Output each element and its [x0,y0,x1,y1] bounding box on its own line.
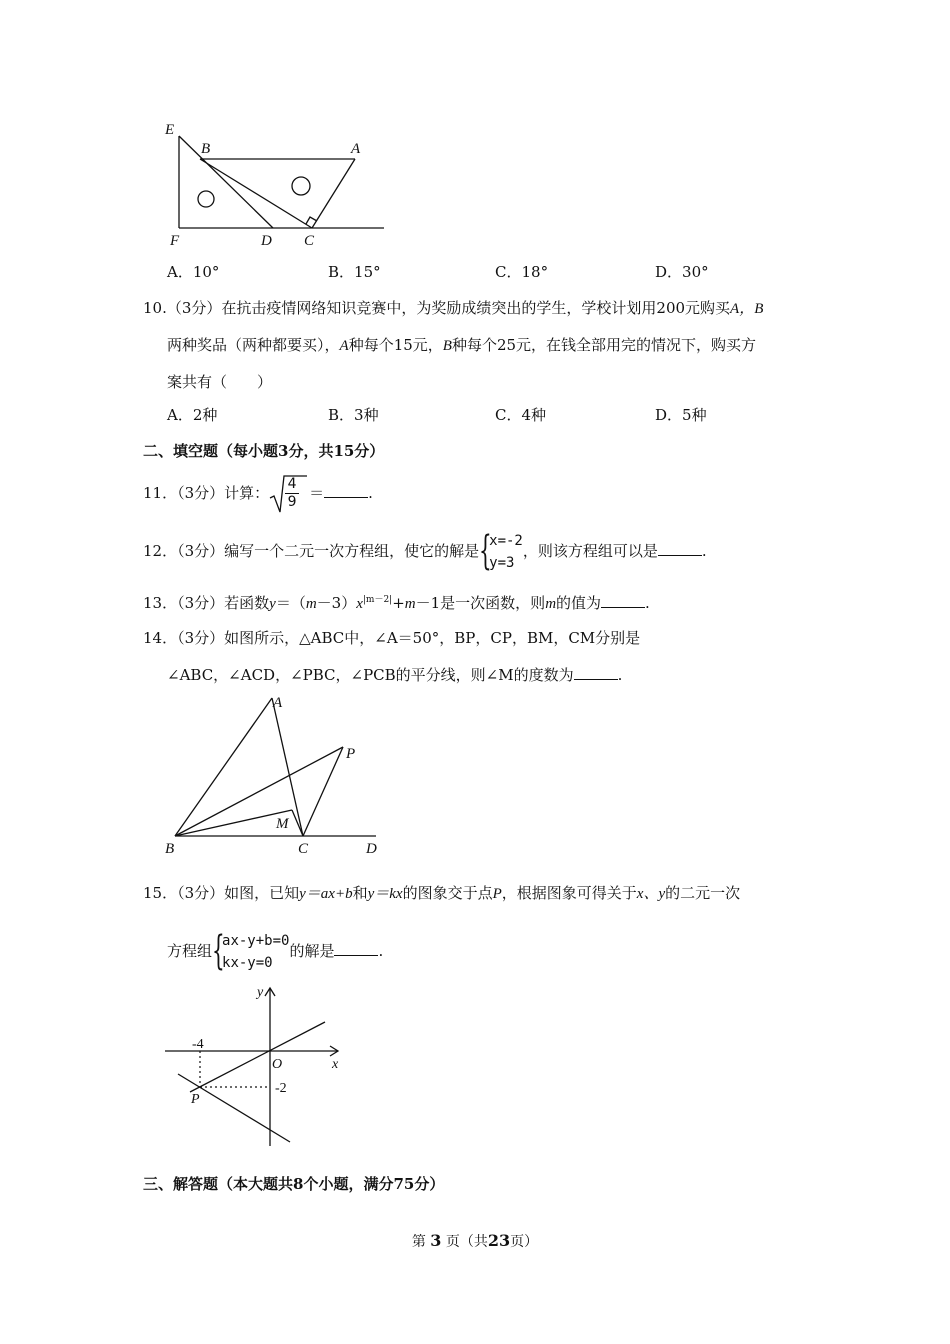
q12-suffix: ，则该方程组可以是 [522,542,658,560]
q11 [143,474,373,514]
q15-line1 [143,882,740,903]
q12-row1: x=-2 [489,533,523,549]
q14-answer-blank[interactable] [574,665,618,680]
q10-line2 [167,334,756,355]
q9-option-a: A．10° [167,263,220,281]
q10-line1-text: 10.（3分）在抗击疫情网络知识竞赛中，为奖励成绩突出的学生，学校计划用200元购买 [143,299,731,317]
q11-sqrt [269,474,309,514]
q13-y: y [269,596,276,612]
q12-answer-blank[interactable] [658,541,702,556]
q13-eq: ＝（ [275,594,306,612]
q10-line1 [143,297,763,318]
q10-line1-vars: A，B [730,301,764,317]
label-P: P [191,1092,200,1107]
label-C: C [298,841,309,857]
brace-icon: { [479,528,492,574]
q15-vars: x、y [636,886,666,902]
section3-heading: 三、解答题（本大题共8个小题，满分75分） [143,1175,445,1193]
q13-x: x [356,596,363,612]
brace-icon: { [212,928,225,974]
q15-line2-prefix: 方程组 [167,942,213,960]
label-B: B [201,141,211,157]
q15-text-g: ，根据图象可得关于 [501,884,637,902]
q13 [143,592,650,613]
q13-answer-blank[interactable] [601,593,645,608]
q15-text-e: 的图象交于点 [402,884,493,902]
q11-end: . [368,484,373,502]
footer-mid: 页（共 [445,1234,488,1250]
q13-end: . [645,594,650,612]
q12-end: . [701,542,707,560]
label-D: D [366,841,377,857]
label-P: P [346,746,356,762]
label-E: E [165,122,175,138]
q12-row2: y=3 [489,555,515,571]
label-O: O [272,1057,283,1072]
footer-post: 页） [510,1234,539,1250]
label-neg4: -4 [192,1037,204,1052]
q9-option-b: B．15° [328,263,381,281]
q15-eq1: y＝ax+b [299,886,353,902]
q15-line2 [167,930,383,974]
q13-m1: m [305,596,317,612]
q11-suffix: ＝ [309,484,325,502]
label-y: y [257,985,264,1000]
q12-system [479,530,523,574]
q15-end: . [378,942,384,960]
q11-numerator: 4 [285,476,299,494]
q10-option-c: C．4种 [495,406,547,424]
q13-exponent: |m－2| [362,595,393,605]
q10-line2-b: A [339,338,349,354]
q9-figure [160,118,390,250]
q11-fraction [285,476,299,511]
footer-pre: 第 [411,1234,426,1250]
q15-figure [160,980,350,1150]
q15-text-a: 15．（3分）如图，已知 [143,884,300,902]
q10-line2-e: 种每个25元，在钱全部用完的情况下，购买方 [451,336,757,354]
section2-heading: 二、填空题（每小题3分，共15分） [143,442,385,460]
q13-prefix: 13．（3分）若函数 [143,594,270,612]
page-footer [0,1231,950,1251]
footer-page-number: 3 [430,1231,442,1250]
q15-line2-suffix: 的解是 [289,942,335,960]
q11-denominator: 9 [287,494,297,510]
q12-prefix: 12．（3分）编写一个二元一次方程组，使它的解是 [143,542,480,560]
q10-line3: 案共有（ ） [167,373,273,391]
label-D: D [261,233,272,249]
footer-total-pages: 23 [487,1231,511,1250]
q10-option-b: B．3种 [328,406,379,424]
q10-line2-d: B [442,338,452,354]
label-x: x [332,1057,339,1072]
q15-answer-blank[interactable] [334,941,378,956]
q14-line2 [167,664,622,685]
q15-eq2: y＝kx [367,886,403,902]
q15-point-p: P [492,886,502,902]
q13-tail: 的值为 [556,594,602,612]
q14-line2-text: ∠ABC，∠ACD，∠PBC，∠PCB的平分线，则∠M的度数为 [167,666,574,684]
label-A: A [273,695,283,711]
q15-system [212,930,289,974]
label-neg2: -2 [275,1081,287,1096]
q13-rest: －1是一次函数，则 [415,594,546,612]
q12 [143,530,707,574]
q15-text-c: 和 [352,884,368,902]
q15-text-i: 的二元一次 [665,884,741,902]
q10-option-d: D．5种 [655,406,707,424]
q13-m4: m [545,596,557,612]
q9-option-d: D．30° [655,263,709,281]
q10-line2-c: 种每个15元， [348,336,443,354]
q13-m3: －3） [316,594,357,612]
q14-line1: 14．（3分）如图所示，△ABC中，∠A＝50°，BP，CP，BM，CM分别是 [143,629,641,647]
q14-figure [160,690,390,860]
q13-m2: m [404,596,416,612]
q15-row2: kx-y=0 [222,955,273,971]
q13-plus: + [392,594,405,612]
q9-option-c: C．18° [495,263,549,281]
q10-line2-a: 两种奖品（两种都要买）， [167,336,340,354]
label-M: M [276,816,289,832]
label-C: C [304,233,315,249]
q15-row1: ax-y+b=0 [222,933,290,949]
label-F: F [170,233,180,249]
q10-option-a: A．2种 [167,406,218,424]
q11-answer-blank[interactable] [324,483,368,498]
label-B: B [165,841,175,857]
label-A: A [351,141,361,157]
q14-end: . [617,666,623,684]
q11-prefix: 11．（3分）计算： [143,484,270,502]
